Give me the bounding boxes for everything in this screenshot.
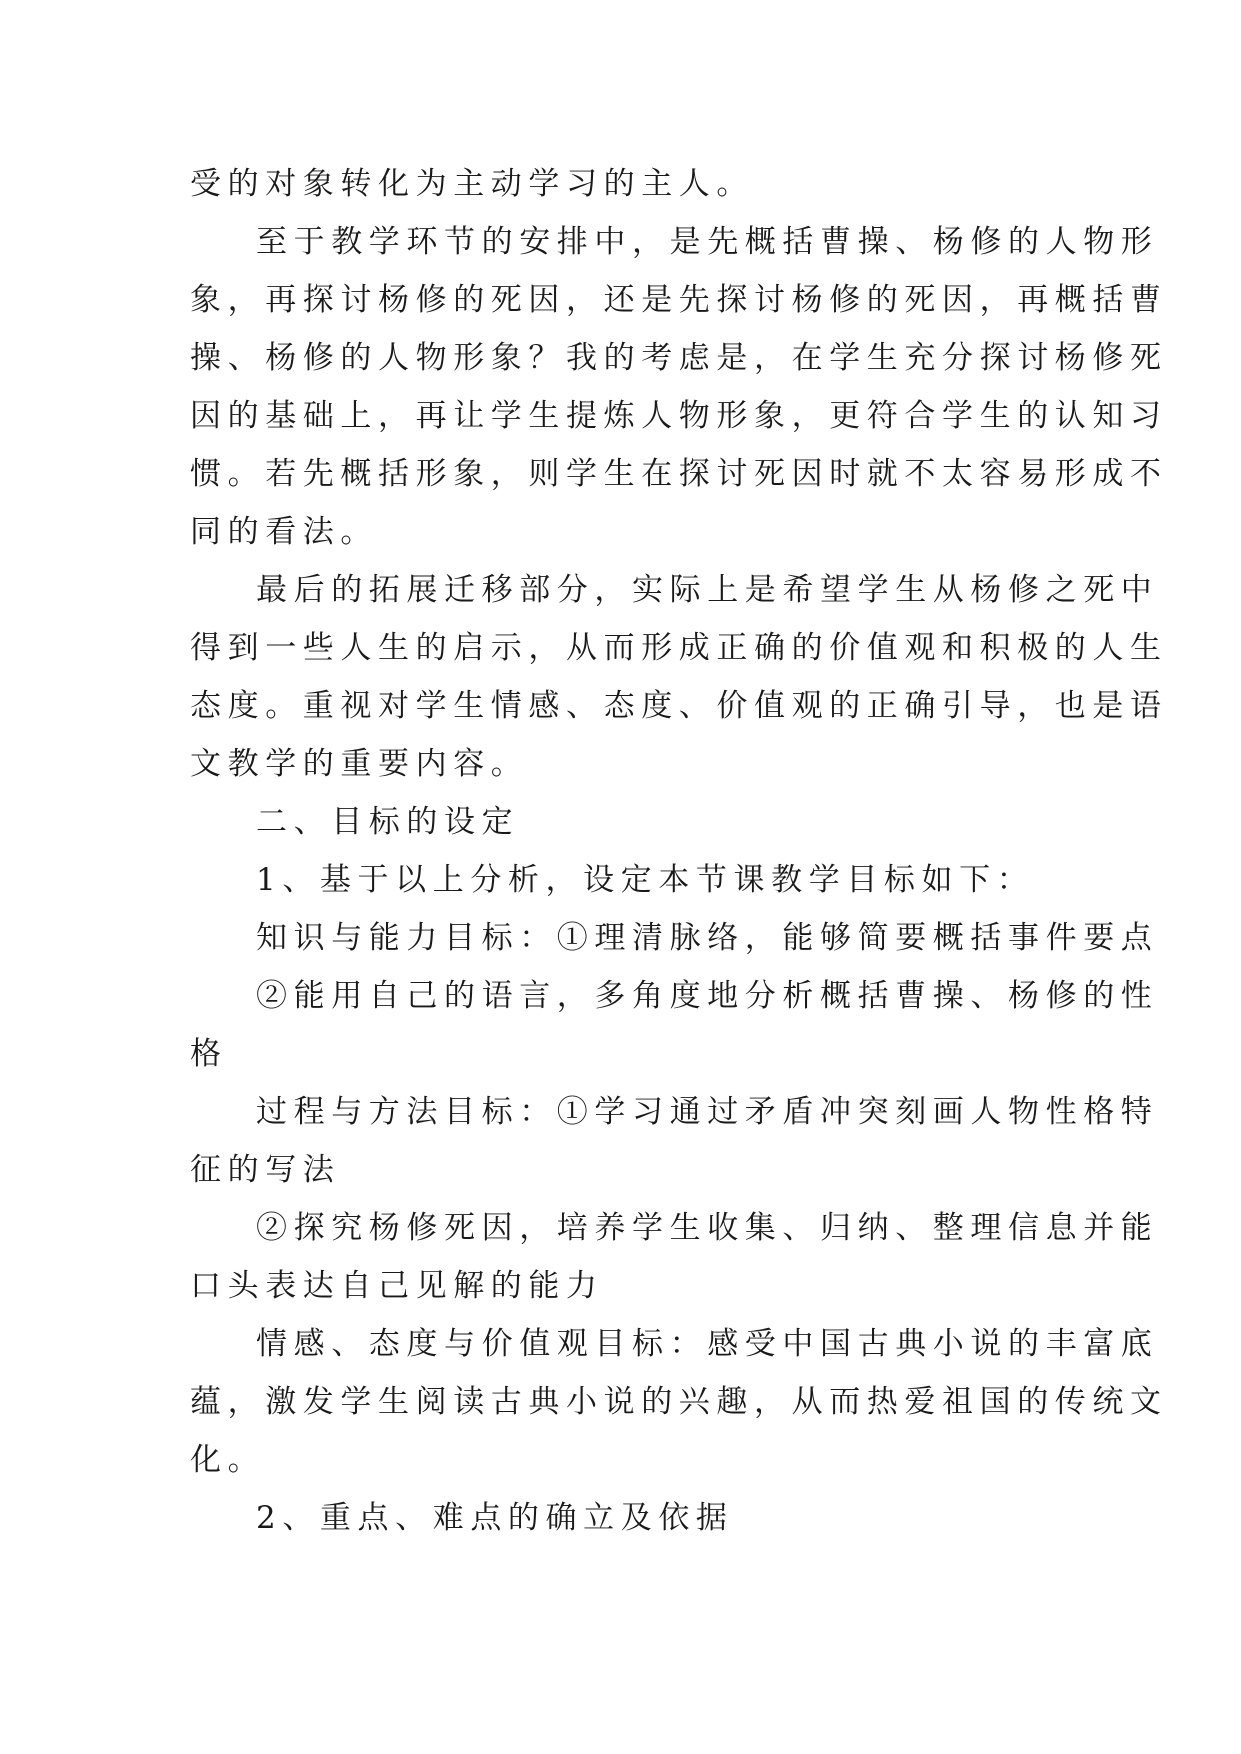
paragraph-line: ②能用自己的语言，多角度地分析概括曹操、杨修的性 (256, 978, 1159, 1014)
paragraph-line: 1、基于以上分析，设定本节课教学目标如下： (256, 862, 1035, 898)
paragraph-line: 至于教学环节的安排中，是先概括曹操、杨修的人物形 (256, 224, 1159, 260)
paragraph-line: 蕴，激发学生阅读古典小说的兴趣，从而热爱祖国的传统文 (190, 1384, 1168, 1420)
paragraph-line: 因的基础上，再让学生提炼人物形象，更符合学生的认知习 (190, 398, 1168, 434)
paragraph-line: 情感、态度与价值观目标：感受中国古典小说的丰富底 (256, 1326, 1159, 1362)
paragraph-line: 化。 (190, 1442, 266, 1478)
paragraph-line: 惯。若先概括形象，则学生在探讨死因时就不太容易形成不 (190, 456, 1168, 492)
paragraph-line: ②探究杨修死因，培养学生收集、归纳、整理信息并能 (256, 1210, 1159, 1246)
paragraph-line: 同的看法。 (190, 514, 378, 550)
paragraph-line: 态度。重视对学生情感、态度、价值观的正确引导，也是语 (190, 688, 1168, 724)
paragraph-line: 文教学的重要内容。 (190, 746, 529, 782)
paragraph-line: 象，再探讨杨修的死因，还是先探讨杨修的死因，再概括曹 (190, 282, 1168, 318)
section-heading: 二、目标的设定 (256, 804, 520, 840)
paragraph-line: 受的对象转化为主动学习的主人。 (190, 166, 754, 202)
paragraph-line: 过程与方法目标：①学习通过矛盾冲突刻画人物性格特 (256, 1094, 1159, 1130)
paragraph-line: 格 (190, 1036, 228, 1072)
paragraph-line: 征的写法 (190, 1152, 341, 1188)
paragraph-line: 口头表达自己见解的能力 (190, 1268, 604, 1304)
paragraph-line: 知识与能力目标：①理清脉络，能够简要概括事件要点 (256, 920, 1159, 956)
paragraph-line: 最后的拓展迁移部分，实际上是希望学生从杨修之死中 (256, 572, 1159, 608)
paragraph-line: 操、杨修的人物形象？我的考虑是，在学生充分探讨杨修死 (190, 340, 1168, 376)
paragraph-line: 得到一些人生的启示，从而形成正确的价值观和积极的人生 (190, 630, 1168, 666)
section-heading: 2、重点、难点的确立及依据 (256, 1500, 734, 1536)
